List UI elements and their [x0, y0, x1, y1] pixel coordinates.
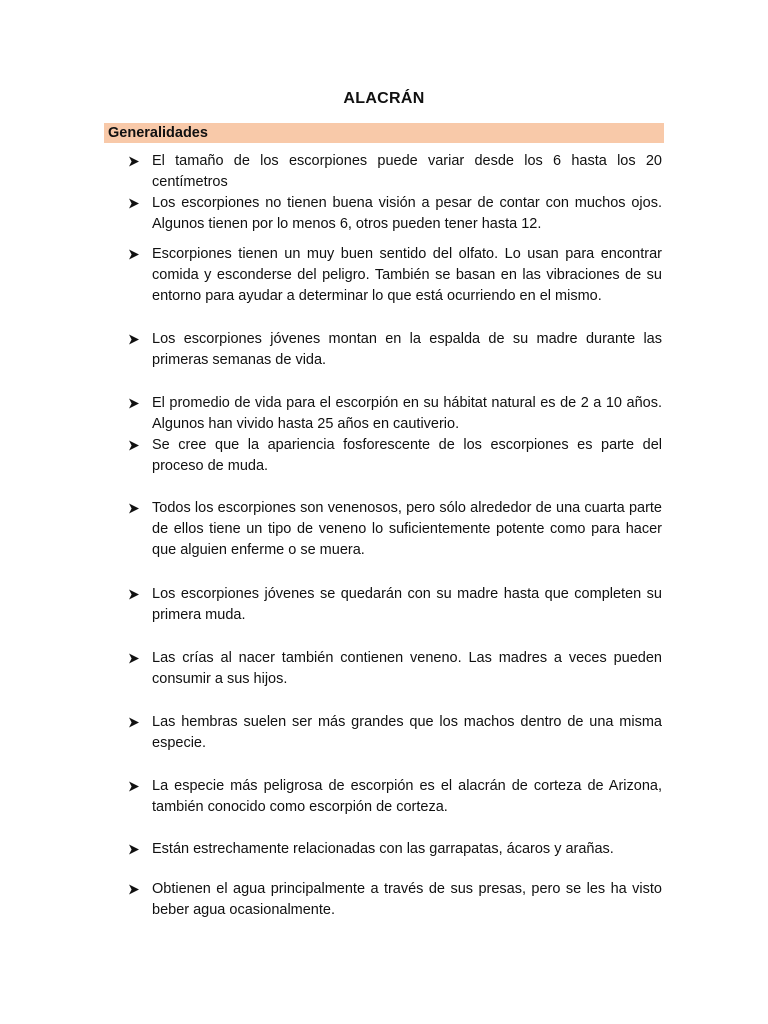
arrow-bullet-icon — [128, 193, 142, 214]
arrow-bullet-icon — [128, 776, 142, 797]
section-label: Generalidades — [108, 125, 208, 141]
arrow-bullet-icon — [128, 393, 142, 414]
list-item-text: El tamaño de los escorpiones puede variar desde los 6 hasta los 20 centímetros — [152, 153, 662, 190]
arrow-bullet-icon — [128, 151, 142, 172]
arrow-bullet-icon — [128, 648, 142, 669]
list-item-text: Se cree que la apariencia fosforescente de los escorpiones es parte del proceso de muda. — [152, 437, 662, 474]
list-item-text: Las crías al nacer también contienen veneno. Las madres a veces pueden consumir a sus hijos. — [152, 650, 662, 687]
list-item-text: Los escorpiones jóvenes se quedarán con su madre hasta que completen su primera muda. — [152, 586, 662, 623]
list-item-text: Todos los escorpiones son venenosos, pero sólo alrededor de una cuarta parte de ellos tiene un tipo de veneno lo suficientemente potente como para hacer que alguien enferme o se muera. — [152, 500, 662, 558]
list-item-text: Escorpiones tienen un muy buen sentido del olfato. Lo usan para encontrar comida y esconderse del peligro. También se basan en las vibraciones de su entorno para ayudar a determinar lo que está ocurriendo en el mismo. — [152, 246, 662, 304]
list-item-text: Los escorpiones no tienen buena visión a pesar de contar con muchos ojos. Algunos tienen por lo menos 6, otros pueden tener hasta 12. — [152, 195, 662, 232]
list-item-text: La especie más peligrosa de escorpión es el alacrán de corteza de Arizona, también conocido como escorpión de corteza. — [152, 778, 662, 815]
list-item-text: Obtienen el agua principalmente a través de sus presas, pero se les ha visto beber agua ocasionalmente. — [152, 881, 662, 918]
arrow-bullet-icon — [128, 879, 142, 900]
arrow-bullet-icon — [128, 498, 142, 519]
arrow-bullet-icon — [128, 244, 142, 265]
arrow-bullet-icon — [128, 329, 142, 350]
list-item-text: El promedio de vida para el escorpión en su hábitat natural es de 2 a 10 años. Algunos han vivido hasta 25 años en cautiverio. — [152, 395, 662, 432]
list-item-text: Los escorpiones jóvenes montan en la espalda de su madre durante las primeras semanas de vida. — [152, 331, 662, 368]
section-header-bar — [104, 123, 664, 143]
document-title: ALACRÁN — [343, 90, 425, 107]
list-item-text: Están estrechamente relacionadas con las garrapatas, ácaros y arañas. — [152, 841, 614, 857]
list-item-text: Las hembras suelen ser más grandes que los machos dentro de una misma especie. — [152, 714, 662, 751]
arrow-bullet-icon — [128, 435, 142, 456]
arrow-bullet-icon — [128, 712, 142, 733]
arrow-bullet-icon — [128, 839, 142, 860]
arrow-bullet-icon — [128, 584, 142, 605]
